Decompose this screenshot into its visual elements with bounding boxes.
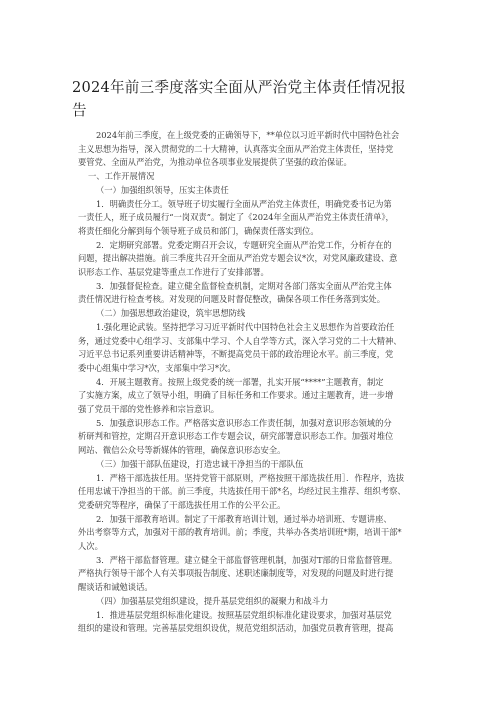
body-line: 委中心组集中学习*次，支部集中学习*次。 bbox=[78, 362, 236, 373]
section-heading: 一、工作开展情况 bbox=[88, 171, 155, 182]
document-title bbox=[72, 76, 442, 122]
body-line: 责任情况进行检查考核。对发现的问题及时督促整改，确保各项工作任务落到实处。 bbox=[78, 294, 385, 305]
body-line: 组织的建设和管理。完善基层党组织设优，规范党组织活动，加强党员教育管理，提高 bbox=[78, 623, 394, 634]
body-line: 1．严格干部选拔任用。坚持党管干部原则，严格按照干部选拔任用］．作程序，选拔 bbox=[96, 472, 405, 483]
body-line: 网站、微信公众号等新媒体的管理，确保意识形态安全。 bbox=[78, 445, 286, 456]
body-line: 识形态工作、基层党建等重点工作进行了安排部署。 bbox=[78, 267, 269, 277]
body-line: 2．加强干部教育培训。制定了干部教育培训计划，通过举办培训班、专题讲座、 bbox=[96, 513, 392, 524]
body-line: 了实施方案，成立了领导小组，明确了目标任务和工作要求。通过主题教育，进一步增 bbox=[78, 390, 394, 401]
title-line-1: 2024年前三季度落实全面从严治党主体责任情况报 bbox=[72, 79, 406, 96]
subsection-heading: （三）加强干部队伍建设，打造忠诚干净担当的干部队伍 bbox=[96, 458, 304, 469]
body-line: 析研判和管控，定期召开意识形态工作专题会议，研究部署意识形态工作。加强对堆位 bbox=[78, 431, 394, 442]
subsection-heading: （一）加强组织领导，压实主体责任 bbox=[96, 184, 229, 195]
body-line: 1.强化理论武装。坚持把学习习近平新时代中国特色社会主义思想作为首要政治任 bbox=[96, 321, 395, 332]
body-line: 主义思想为指导，深入贯彻党的二十大精神，认真落实全面从严治党主体责任，坚持党 bbox=[78, 143, 394, 154]
body-line: 务，通过党委中心组学习、支部集中学习、个人自学等方式，深入学习党的二十大精神、 bbox=[78, 335, 402, 346]
body-line: 严格执行领导干部个人有关事项报告制度、述职述廉制度等，对发现的问题及时进行提 bbox=[78, 568, 394, 579]
body-line: 将责任细化分解到每个领导班子成员和部门，确保责任落实到位。 bbox=[78, 225, 319, 236]
body-line: 外出考察等方式，加强对干部的教育培训。前；季度，共举办各类培训班*期，培训干部* bbox=[78, 527, 402, 538]
body-line: 3．加强督促检查。建立健全监督检查机制，定期对各部门落实全面从严治党主体 bbox=[96, 280, 392, 291]
body-line: 一责任人，班子成员履行“一岗双责”。制定了《2024年全面从严治党主体责任清单》， bbox=[78, 212, 394, 223]
subsection-heading: （四）加强基层党组织建设，提升基层党组织的凝聚力和战斗力 bbox=[96, 595, 329, 606]
body-line: 强了党员干部的党性修养和宗旨意识。 bbox=[78, 404, 220, 414]
subsection-heading: （二）加强思想政治建设，筑牢思想防线 bbox=[96, 308, 246, 319]
body-line: 党委研究等程序，确保了干部选拔任用工作的公平公正。 bbox=[78, 499, 286, 510]
body-line: 5．加强意识形态工作。严格落实意识形态工作责任制，加强对意识形态领域的分 bbox=[96, 417, 392, 428]
body-line: 3．严格干部监督管理。建立健全干部监督管理机制，加强对T部的日常监督管理。 bbox=[96, 554, 398, 565]
body-line: 4．开展主题教育。按照上级党委的统一部署，扎实开展“****”主题教育，制定 bbox=[96, 376, 384, 387]
body-line: 人次。 bbox=[78, 541, 103, 551]
body-line: 要管党、全面从严治党，为推动单位各项事业发展提供了坚强的政治保证。 bbox=[78, 157, 352, 168]
body-line: 2024年前三季度，在上级党委的正确领导下，**单位以习近平新时代中国特色社会 bbox=[96, 130, 400, 140]
body-line: 1．明确责任分工。领导班子切实履行全面从严治党主体责任，明确党委书记为第 bbox=[96, 198, 392, 209]
body-line: 问题，提出解决措施。前三季度共召开全面从严治党专题会议*次，对党风廉政建设、意 bbox=[78, 253, 398, 264]
title-line-2: 告 bbox=[72, 102, 87, 119]
body-line: 习近平总书记系列重要讲话精神等，不断提高党员干部的政治理论水平。前三季度，党 bbox=[78, 349, 394, 360]
body-line: 任用忠诚干净担当的干部。前三季度，共选拔任用干部*名，均经过民主推荐、组织考察、 bbox=[78, 486, 406, 497]
body-line: 2．定期研究部署。党委定期召开会议，专题研究全面从严治党工作，分析存在的 bbox=[96, 239, 392, 250]
body-line: 醒谈话和诫勉谈话。 bbox=[78, 582, 153, 593]
body-line: 1．推进基层党组织标准化建设。按照基层党组织标准化建设要求，加强对基层党 bbox=[96, 609, 392, 620]
